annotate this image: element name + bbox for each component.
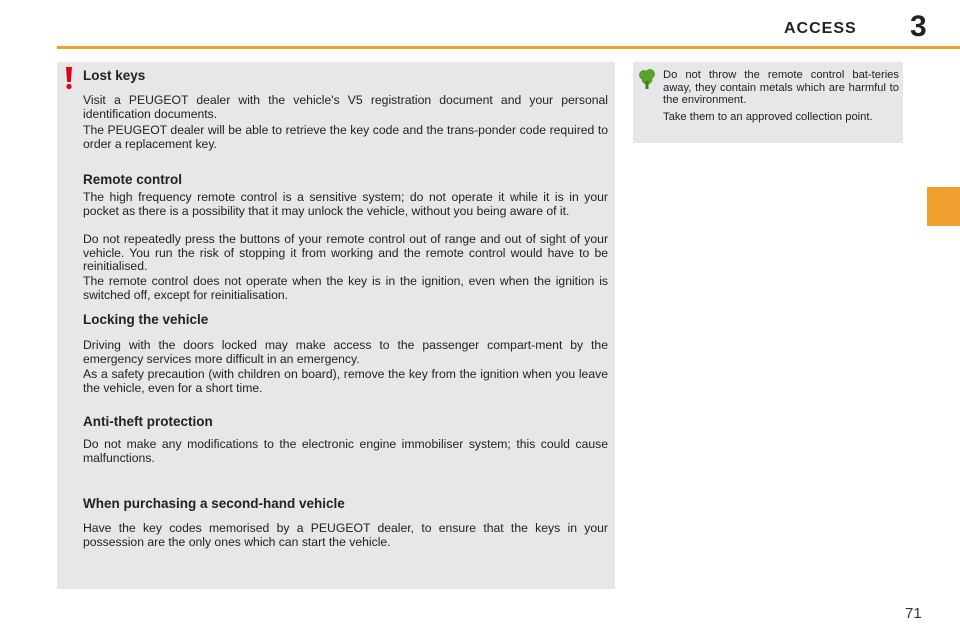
paragraph: Visit a PEUGEOT dealer with the vehicle's V5 registration document and your personal identification documents. bbox=[83, 93, 608, 121]
paragraph: The high frequency remote control is a sensitive system; do not operate it while it is in your pocket as there is a possibility that it may unlock the vehicle, without you being aware of it. bbox=[83, 190, 608, 218]
chapter-title: ACCESS bbox=[784, 20, 857, 37]
chapter-number: 3 bbox=[910, 10, 927, 43]
paragraph: Do not make any modifications to the electronic engine immobiliser system; this could cause malfunctions. bbox=[83, 437, 608, 465]
section-title-anti-theft-protection: Anti-theft protection bbox=[83, 414, 213, 429]
paragraph: Driving with the doors locked may make access to the passenger compart-ment by the emergency services more difficult in an emergency. bbox=[83, 338, 608, 366]
environment-note-text: Do not throw the remote control bat-teries away, they contain metals which are harmful to the environment. bbox=[663, 69, 899, 106]
warning-icon bbox=[64, 66, 74, 90]
environment-note-text: Take them to an approved collection point. bbox=[663, 111, 873, 123]
page-number: 71 bbox=[905, 605, 922, 622]
section-title-lost-keys: Lost keys bbox=[83, 68, 146, 83]
tree-icon bbox=[638, 68, 656, 90]
section-title-second-hand-vehicle: When purchasing a second-hand vehicle bbox=[83, 496, 345, 511]
section-title-remote-control: Remote control bbox=[83, 172, 183, 187]
paragraph: As a safety precaution (with children on board), remove the key from the ignition when you leave the vehicle, even for a short time. bbox=[83, 367, 608, 395]
paragraph: Do not repeatedly press the buttons of your remote control out of range and out of sight of your vehicle. You run the risk of stopping it from working and the remote control would have to be reinitialised. bbox=[83, 232, 608, 273]
paragraph: The PEUGEOT dealer will be able to retrieve the key code and the trans-ponder code required to order a replacement key. bbox=[83, 123, 608, 151]
chapter-tab-marker bbox=[927, 187, 960, 226]
header-divider bbox=[57, 46, 960, 49]
paragraph: Have the key codes memorised by a PEUGEOT dealer, to ensure that the keys in your possession are the only ones which can start the vehicle. bbox=[83, 521, 608, 549]
paragraph: The remote control does not operate when the key is in the ignition, even when the ignition is switched off, except for reinitialisation. bbox=[83, 274, 608, 302]
section-title-locking-the-vehicle: Locking the vehicle bbox=[83, 312, 209, 327]
